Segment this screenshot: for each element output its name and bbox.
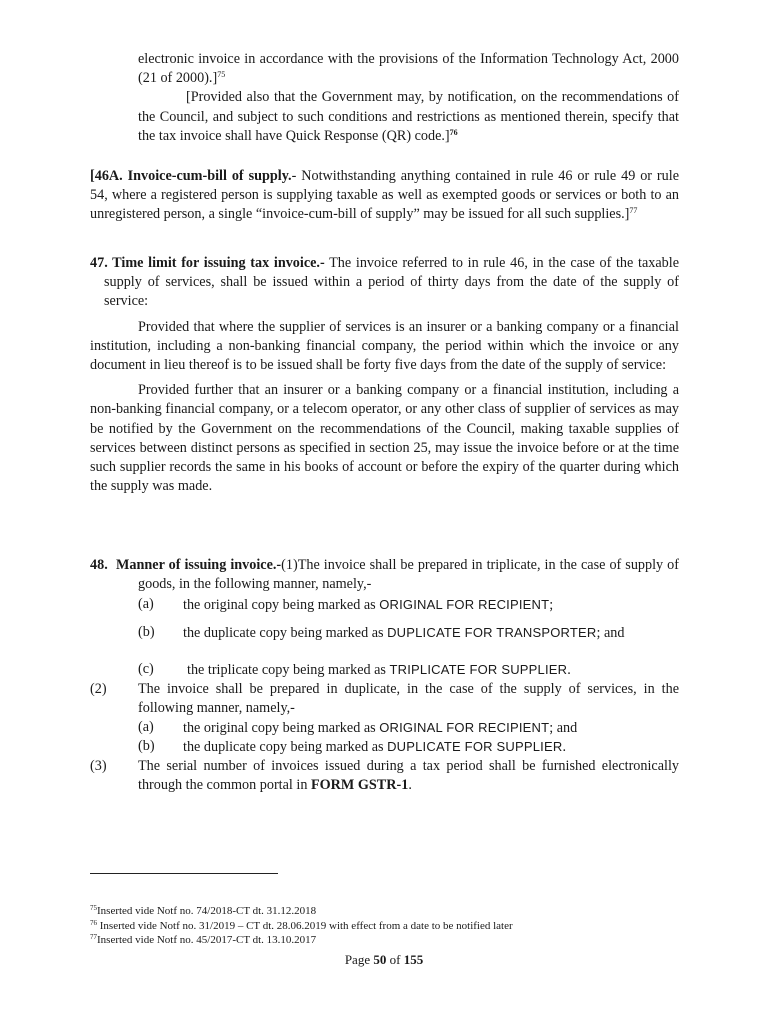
rule-48-sub-2: The invoice shall be prepared in duplicate, in the case of the supply of services, in the following manner, namely,-	[138, 681, 679, 717]
item-original-recipient: the original copy being marked as ORIGINAL FOR RECIPIENT;	[183, 597, 554, 613]
page-number: Page 50 of 155	[344, 952, 424, 967]
rule-46a: [46A. Invoice-cum-bill of supply.- Notwithstanding anything contained in rule 46 or rule 49 or rule 54, where a registered person is supplying taxable as well as exempted goods or services or both to an unregistered person, a single “invoice-cum-bill of supply” may be issued for all such supplies.]$^{77}$	[90, 168, 679, 223]
item-original-recipient-services: the original copy being marked as ORIGINAL FOR RECIPIENT; and	[183, 720, 578, 736]
top-continuation	[138, 50, 679, 146]
item-duplicate-transporter: the duplicate copy being marked as DUPLICATE FOR TRANSPORTER; and	[183, 625, 625, 641]
rule-47-text: The invoice referred to in rule 46, in the case of the taxable supply of services, shall be issued within a period of thirty days from the date of the supply of service:	[104, 255, 679, 310]
sub-2-number: (2)	[90, 681, 107, 697]
footnote-77: $^{77}$Inserted vide Notf no. 45/2017-CT dt. 13.10.2017	[90, 933, 317, 946]
rule-48-number: 48.	[90, 557, 108, 573]
item-label: (b)	[138, 624, 155, 640]
item-label: (a)	[138, 596, 154, 612]
item-label: (a)	[138, 719, 154, 735]
footnote-75: $^{75}$Inserted vide Notf no. 74/2018-CT dt. 31.12.2018	[90, 904, 317, 917]
rule-47-proviso-1: Provided that where the supplier of services is an insurer or a banking company or a financial institution, including a non-banking financial company, the period within which the invoice or any document in lieu thereof is to be issued shall be forty five days from the date of the supply of service:	[90, 318, 679, 374]
item-label: (b)	[138, 738, 155, 754]
item-duplicate-supplier: the duplicate copy being marked as DUPLICATE FOR SUPPLIER.	[183, 739, 566, 755]
rule-48-sub-1-text: The invoice shall be prepared in triplicate, in the case of supply of goods, in the following manner, namely,-	[138, 557, 679, 593]
item-label: (c)	[138, 661, 154, 677]
qr-proviso: [Provided also that the Government may, by notification, on the recommendations of the Council, and subject to such conditions and restrictions as mentioned therein, specify that the tax invoice shall have Quick Response (QR) code.]$^{76}$	[138, 89, 679, 144]
rule-48-sub-1: Manner of issuing invoice.-(1)The invoice shall be prepared in triplicate, in the case of supply of goods, in the following manner, namely,-	[116, 557, 679, 593]
sub-3-number: (3)	[90, 758, 107, 774]
rule-46a-text: Notwithstanding anything contained in rule 46 or rule 49 or rule 54, where a registered person is supplying taxable as well as exempted goods or services or both to an unregistered person, a single “invoice-cum-bill of supply” may be issued for all such supplies.]	[90, 168, 679, 223]
rule-48-heading: Manner of issuing invoice.-	[116, 557, 282, 573]
rule-47-proviso-2: Provided further that an insurer or a banking company or a financial institution, including a non-banking financial company, or a telecom operator, or any other class of supplier of services as may be notified by the Government on the recommendations of the Council, making taxable supplies of services between distinct persons as specified in section 25, may issue the invoice before or at the time such supplier records the same in his books of account or before the expiry of the quarter during which the supply was made.	[90, 382, 679, 495]
footnote-ref-76: 76	[449, 127, 458, 137]
continuation-text: electronic invoice in accordance with the provisions of the Information Technology Act, 2000 (21 of 2000).]$^{75}$	[138, 51, 679, 87]
rule-47	[90, 254, 679, 496]
item-triplicate-supplier: the triplicate copy being marked as TRIPLICATE FOR SUPPLIER.	[187, 662, 571, 678]
rule-47-heading: 47. Time limit for issuing tax invoice.-	[90, 255, 325, 271]
footnote-76: $^{76}$ Inserted vide Notf no. 31/2019 – CT dt. 28.06.2019 with effect from a date to be notified later	[90, 919, 513, 932]
footnote-separator	[90, 873, 278, 874]
footnote-ref-75: 75	[217, 70, 226, 80]
rule-46a-heading: [46A. Invoice-cum-bill of supply.	[90, 168, 292, 184]
rule-48-sub-3: The serial number of invoices issued during a tax period shall be furnished electronically through the common portal in FORM GSTR-1.	[138, 758, 679, 794]
footnote-ref-77: 77	[629, 206, 638, 216]
